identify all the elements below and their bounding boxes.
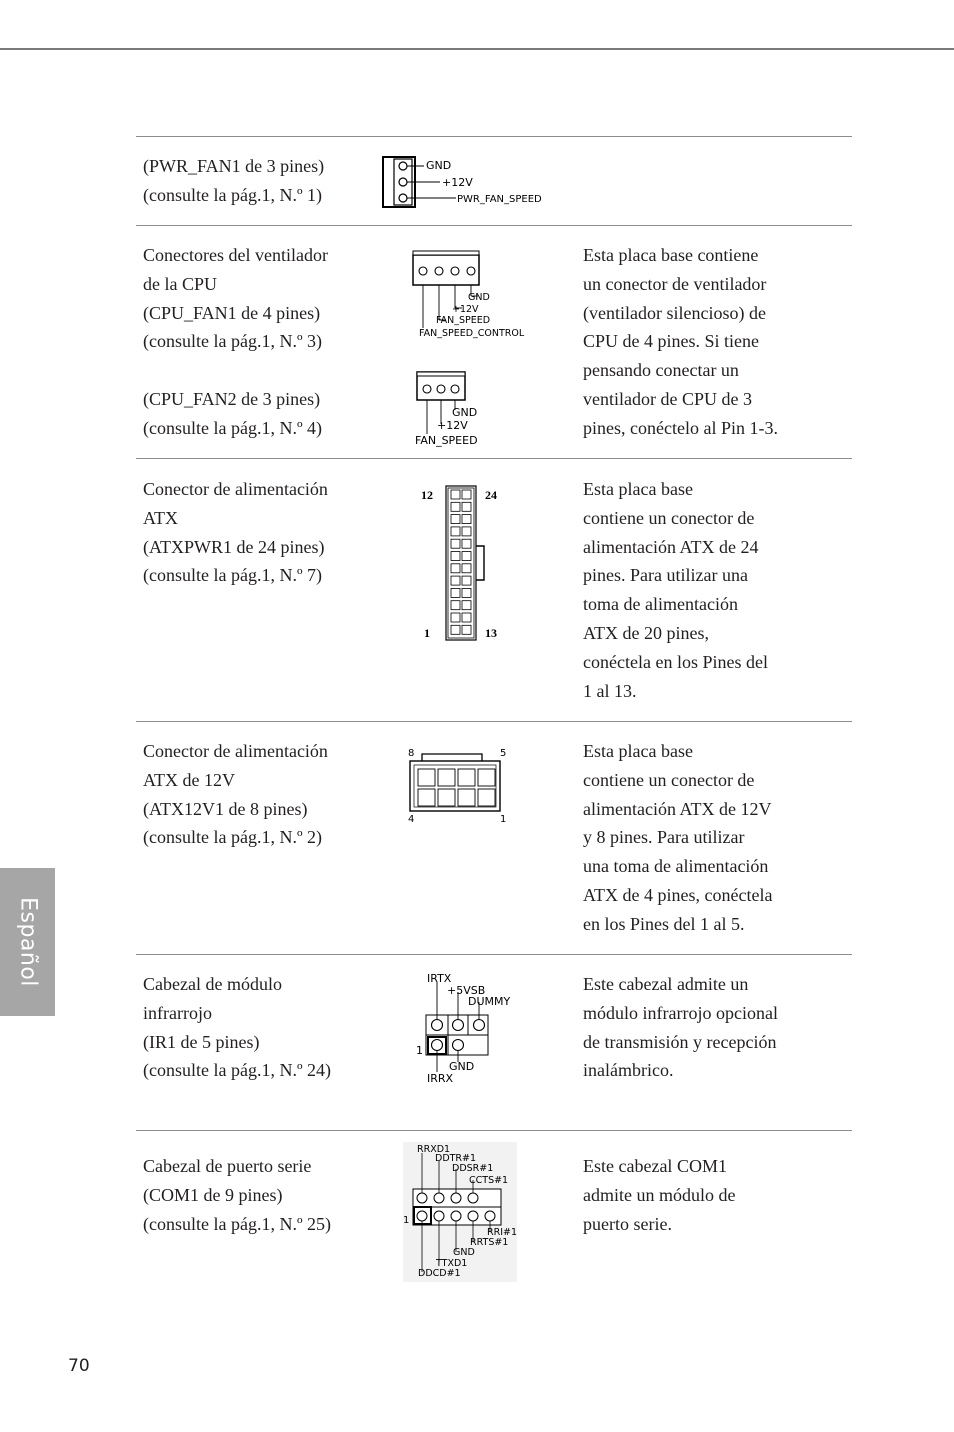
pin-label: 1 — [500, 814, 507, 825]
pin-label: 1 — [424, 626, 430, 640]
language-tab — [0, 868, 55, 1016]
pin-label: 24 — [485, 488, 497, 502]
pin-label: DDCD#1 — [418, 1268, 461, 1279]
cpu-fan1-pin-diagram — [410, 250, 550, 342]
row-divider — [136, 954, 852, 955]
pin-label: DDTR#1 — [435, 1153, 477, 1164]
atx12v-description: Conector de alimentación ATX de 12V (ATX12V1 de 8 pines) (consulte la pág.1, N.º 2) — [143, 741, 328, 848]
pin-label: +12V — [452, 304, 479, 315]
row-divider — [136, 136, 852, 137]
pin-label: DUMMY — [468, 995, 511, 1008]
pin-label: 4 — [408, 814, 415, 825]
top-rule — [0, 48, 954, 50]
ir-pin-diagram — [412, 970, 522, 1085]
pin-label: CCTS#1 — [469, 1175, 509, 1186]
cpu-fan-explanation: Esta placa base contiene un conector de ventilador (ventilador silencioso) de CPU de 4 pines. Si tiene pensando conectar un ventilador de CPU de 3 pines, conéctelo al Pin 1-3. — [583, 245, 778, 438]
pin-label: GND — [449, 1060, 475, 1073]
pin-label: RRTS#1 — [470, 1237, 509, 1248]
ir-description: Cabezal de módulo infrarrojo (IR1 de 5 pines) (consulte la pág.1, N.º 24) — [143, 974, 332, 1081]
pwr-fan-description: (PWR_FAN1 de 3 pines) (consulte la pág.1, N.º 1) — [143, 156, 325, 205]
pin-label: 1 — [416, 1044, 423, 1057]
pin-label: RRXD1 — [417, 1144, 451, 1155]
atx12v-pin-diagram — [402, 742, 517, 828]
language-tab-label: Español — [15, 897, 40, 987]
pin-label: +5VSB — [447, 984, 486, 997]
pin-label: +12V — [442, 176, 473, 189]
ir-explanation: Este cabezal admite un módulo infrarrojo opcional de transmisión y recepción inalámbrico. — [583, 974, 778, 1081]
atx-description: Conector de alimentación ATX (ATXPWR1 de 24 pines) (consulte la pág.1, N.º 7) — [143, 479, 328, 586]
row-divider — [136, 1130, 852, 1131]
pin-label: GND — [452, 406, 478, 419]
cpu-fan-description: Conectores del ventilador de la CPU (CPU_FAN1 de 4 pines) (consulte la pág.1, N.º 3) (CPU_FAN2 de 3 pines) (consulte la pág.1, N.º 4) — [143, 245, 328, 438]
pin-label: +12V — [437, 419, 468, 432]
atx12v-explanation: Esta placa base contiene un conector de alimentación ATX de 12V y 8 pines. Para utilizar una toma de alimentación ATX de 4 pines, conéctela en los Pines del 1 al 5. — [583, 741, 773, 934]
row-divider — [136, 721, 852, 722]
pin-label: RRI#1 — [487, 1227, 517, 1238]
pin-label: FAN_SPEED_CONTROL — [419, 328, 525, 339]
pin-label: 1 — [403, 1215, 410, 1226]
com-explanation: Este cabezal COM1 admite un módulo de puerto serie. — [583, 1156, 736, 1234]
pin-label: GND — [453, 1247, 475, 1258]
com-description: Cabezal de puerto serie (COM1 de 9 pines) (consulte la pág.1, N.º 25) — [143, 1156, 332, 1234]
pin-label: FAN_SPEED — [415, 434, 478, 447]
pin-label: IRRX — [427, 1072, 454, 1085]
pin-label: PWR_FAN_SPEED — [457, 194, 542, 205]
com-pin-diagram — [403, 1142, 517, 1282]
pin-label: 5 — [500, 748, 507, 759]
page-number: 70 — [68, 1356, 90, 1376]
pin-label: IRTX — [427, 972, 452, 985]
pin-label: GND — [426, 159, 452, 172]
pwr-fan-pin-diagram — [380, 155, 570, 211]
atx24-pin-diagram — [414, 484, 514, 644]
pin-label: DDSR#1 — [452, 1163, 494, 1174]
row-divider — [136, 458, 852, 459]
atx-explanation: Esta placa base contiene un conector de alimentación ATX de 24 pines. Para utilizar una toma de alimentación ATX de 20 pines, conéctela en los Pines del 1 al 13. — [583, 479, 768, 701]
cpu-fan2-pin-diagram — [412, 370, 507, 450]
pin-label: TTXD1 — [436, 1258, 468, 1269]
pin-label: GND — [468, 292, 490, 303]
pin-label: 13 — [485, 626, 497, 640]
pin-label: 8 — [408, 748, 415, 759]
row-divider — [136, 225, 852, 226]
pin-label: FAN_SPEED — [436, 315, 491, 326]
pin-label: 12 — [421, 488, 433, 502]
